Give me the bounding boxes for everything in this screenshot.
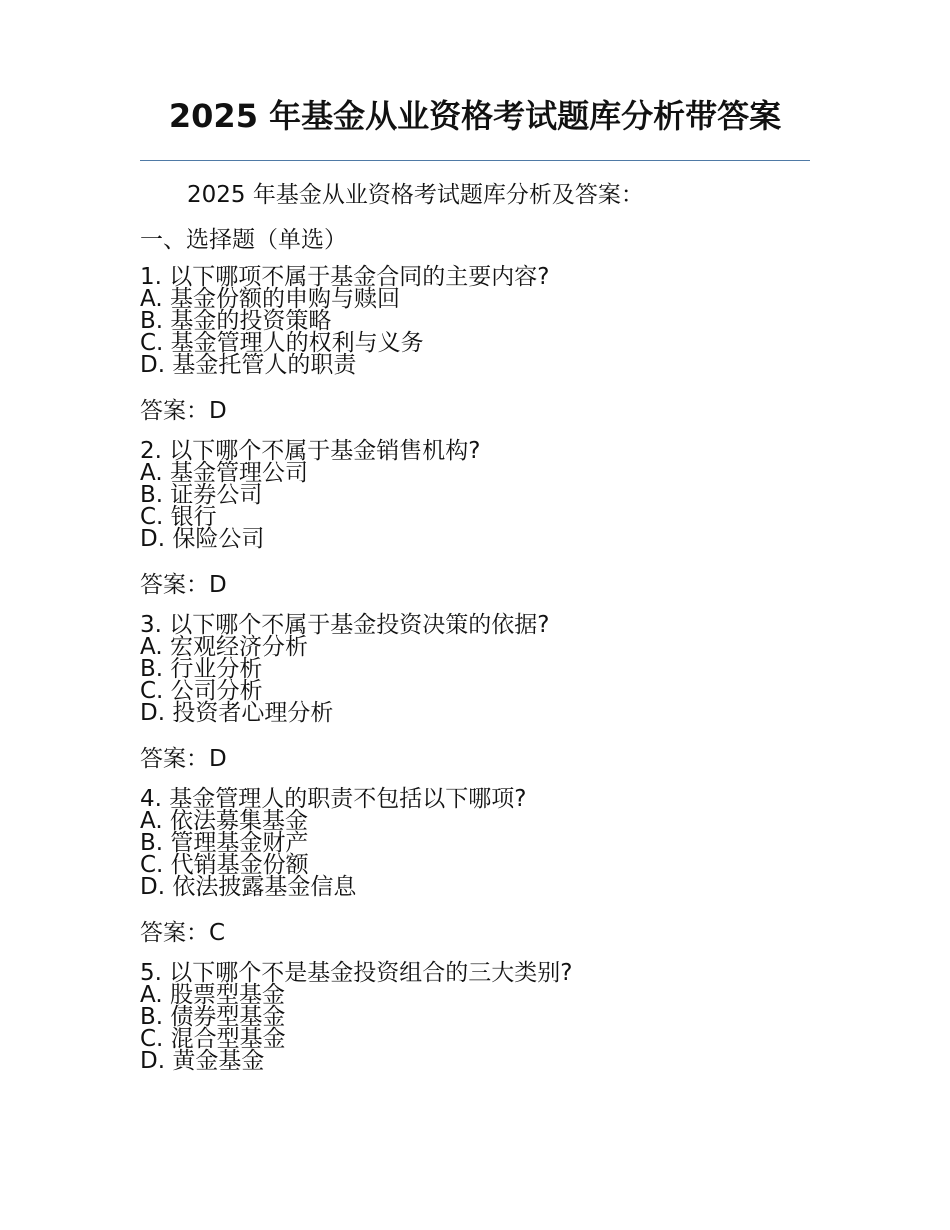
question-4 [140, 788, 810, 962]
option-b: B. 基金的投资策略 [140, 308, 332, 334]
answer-line: 答案：C [140, 920, 226, 946]
option-c: C. 基金管理人的权利与义务 [140, 330, 424, 356]
option-d: D. 投资者心理分析 [140, 700, 334, 726]
option-a: A. 依法募集基金 [140, 808, 308, 834]
option-b: B. 债券型基金 [140, 1004, 286, 1030]
question-stem: 3. 以下哪个不属于基金投资决策的依据? [140, 612, 550, 638]
option-c: C. 公司分析 [140, 678, 263, 704]
question-3 [140, 614, 810, 788]
option-b: B. 证券公司 [140, 482, 263, 508]
question-stem: 2. 以下哪个不属于基金销售机构? [140, 438, 481, 464]
answer-line: 答案：D [140, 572, 227, 598]
option-c: C. 银行 [140, 504, 217, 530]
option-b: B. 管理基金财产 [140, 830, 309, 856]
answer-line: 答案：D [140, 746, 227, 772]
question-5 [140, 962, 810, 1136]
option-b: B. 行业分析 [140, 656, 263, 682]
option-d: D. 黄金基金 [140, 1048, 265, 1074]
option-d: D. 依法披露基金信息 [140, 874, 357, 900]
option-a: A. 股票型基金 [140, 982, 285, 1008]
option-a: A. 宏观经济分析 [140, 634, 308, 660]
intro-paragraph: 2025 年基金从业资格考试题库分析及答案： [187, 182, 644, 208]
question-1 [140, 266, 810, 440]
title-underline [140, 160, 810, 161]
section-heading: 一、选择题（单选） [140, 227, 347, 253]
document-title: 2025 年基金从业资格考试题库分析带答案 [168, 97, 782, 135]
option-c: C. 代销基金份额 [140, 852, 309, 878]
option-c: C. 混合型基金 [140, 1026, 286, 1052]
option-d: D. 保险公司 [140, 526, 265, 552]
question-stem: 1. 以下哪项不属于基金合同的主要内容? [140, 264, 550, 290]
question-2 [140, 440, 810, 614]
option-a: A. 基金份额的申购与赎回 [140, 286, 400, 312]
option-a: A. 基金管理公司 [140, 460, 308, 486]
option-d: D. 基金托管人的职责 [140, 352, 357, 378]
answer-line: 答案：D [140, 398, 227, 424]
question-stem: 4. 基金管理人的职责不包括以下哪项? [140, 786, 527, 812]
question-list [140, 266, 810, 1136]
question-stem: 5. 以下哪个不是基金投资组合的三大类别? [140, 960, 573, 986]
